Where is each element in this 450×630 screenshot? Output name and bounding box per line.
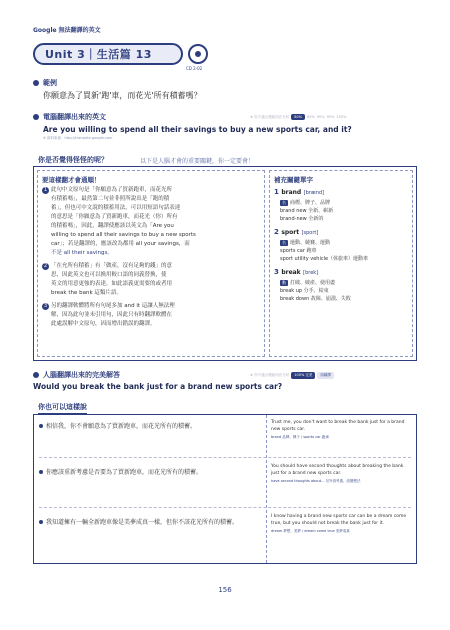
number-1-icon: 1 — [43, 187, 48, 193]
divider — [39, 457, 411, 458]
score-option: 95% — [326, 115, 335, 119]
page: Google 無法翻譯的英文 Unit 3｜生活篇 13 CD 2-02 範例 你願意為了買新'跑'車，而花光'所有積蓄嗎？ 電腦翻譯出來的英文 ★ 你不適合模組用法分析 80% 85% 90% 95% 100% Are you willing to spend all their savings to buy a new sports car, and it? ※ 資料來源：http://translate.google.com 你是否覺得怪怪的呢？ 以下是人腦才會的重要關鍵，你一定要會！ 要這樣翻才會通順！ 1 此句中文原句是「你願意為了買新跑車，而花光所 有積蓄嗎」，最然第二句並非照所說出是「跑的積 蓄」，但也可中文說的積蓄用法，可以用短語句話表達 的意思是「你願意為了買新跑車，而花光（你）所有 的積蓄嗎」，因此，翻譯使應該以英文為「Are you willing to spend all their savings to buy a new sports car」；若是翻譯的，應該改為都用 all your savings，而 不是 all their savings。 2 「在允所有積蓄」有「做產，沒有足夠的錢」的意 思，因此英文也可以換用較口語的同義替換，使 英文的用意更強的表達。如此語義更需要的或者用 break the bank 這類片語。 3 另的翻譯軟體將所有句尾多加 and it 這讓人無法理 解，因為此句並未引用句，因此只有時翻譯軟體在 此處誤解中文原句，因而增出錯誤的翻譯。 補充關鍵單字 1 brand [brænd] 名 商標、牌子、品牌 brand new 全新、嶄新 brand-new 全新的 2 sport [sport] 名 運動、競賽、運動 sports car 跑車 sport utility vehicle（休旅車）運動車 3 break [brek] 動 打破、破產、使用盡 break up 分手、結束 break down 故障、崩潰、失敗 人腦翻譯出來的完美解答 ★ 你不適合模組用法分析 100% 完美 原翻譯 Would you break the bank just for a brand new sports car? 你也可以這樣說 相信我，你不會願意為了買新跑車，而花光所有的積蓄。 Trust me, you don't want to break the bank just for a brand new sports car. brand 品牌、牌子 / sports car 跑車 你應該重新考慮是否要為了買新跑車，而花光所有的積蓄。 You should have second thoughts about breaking the bank just for a brand new sports car. have second thoughts about... 另外再考慮、改變想法 我知道擁有一輛全新跑車像是美夢成真一樣，但你不該花光所有的積蓄。 I know having a brand new sports car can be a dream come true, but you should not break the bank just for it. dream 夢想、美夢 / dream come true 美夢成真 156 — [0, 0, 450, 630]
bullet-icon — [39, 520, 43, 524]
why-note: 以下是人腦才會的重要關鍵，你一定要會！ — [140, 158, 255, 165]
score-option: 100% 完美 — [291, 372, 315, 379]
example-heading: 範例 — [33, 78, 57, 88]
score-option: 90% — [316, 115, 325, 119]
list-item: 相信我，你不會願意為了買新跑車，而花光所有的積蓄。 Trust me, you don't want to break the bank just for a brand new sports car. brand 品牌、牌子 / sports car 跑車 — [34, 415, 414, 455]
number-3-icon: 3 — [43, 303, 48, 309]
unit-title-bar — [33, 43, 183, 65]
machine-source: ※ 資料來源：http://translate.google.com — [43, 136, 113, 140]
example-chinese: 你願意為了買新'跑'車，而花光'所有積蓄嗎？ — [43, 91, 202, 100]
bullet-icon — [33, 114, 39, 120]
divider — [39, 507, 411, 508]
human-score-scale: ★ 你不適合模組用法分析 100% 完美 原翻譯 — [250, 372, 334, 379]
machine-score-scale: ★ 你不適合模組用法分析 80% 85% 90% 95% 100% — [250, 114, 347, 119]
running-title: Google 無法翻譯的英文 — [33, 27, 101, 34]
score-option: 原翻譯 — [317, 372, 334, 379]
more-title: 你也可以這樣說 — [38, 402, 87, 414]
cd-track-label: CD 2-02 — [186, 66, 203, 71]
vocab-title: 補充關鍵單字 — [274, 176, 313, 184]
human-heading: 人腦翻譯出來的完美解答 — [33, 370, 120, 380]
score-option: 85% — [307, 115, 315, 119]
machine-english: Are you willing to spend all their savings to buy a new sports car, and it? — [43, 125, 352, 134]
why-title: 你是否覺得怪怪的呢？ — [38, 155, 108, 167]
explanation-title: 要這樣翻才會通順！ — [42, 176, 101, 184]
bullet-icon — [39, 424, 43, 428]
bullet-icon — [33, 80, 39, 86]
list-item: 你應該重新考慮是否要為了買新跑車，而花光所有的積蓄。 You should have second thoughts about breaking the bank just for a brand new sports car. have second thoughts about... 另外再考慮、改變想法 — [34, 461, 414, 505]
page-number: 156 — [218, 586, 232, 594]
score-option: 100% — [336, 115, 347, 119]
vocab-item: 3 break [brek] — [274, 268, 319, 276]
vocab-item: 1 brand [brænd] — [274, 188, 325, 196]
machine-heading: 電腦翻譯出來的英文 — [33, 112, 106, 122]
number-2-icon: 2 — [43, 263, 48, 269]
unit-title: Unit 3｜生活篇 13 — [45, 48, 152, 61]
human-english: Would you break the bank just for a brand new sports car? — [33, 382, 283, 391]
vocab-item: 2 sport [sport] — [274, 228, 319, 236]
score-option: 80% — [291, 114, 305, 120]
cd-icon[interactable] — [188, 44, 208, 64]
list-item: 我知道擁有一輛全新跑車像是美夢成真一樣，但你不該花光所有的積蓄。 I know having a brand new sports car can be a dream come true, but you should not break the bank just for it. dream 夢想、美夢 / dream come true 美夢成真 — [34, 511, 414, 561]
bullet-icon — [39, 470, 43, 474]
alternatives-table — [33, 414, 417, 564]
bullet-icon — [33, 372, 39, 378]
